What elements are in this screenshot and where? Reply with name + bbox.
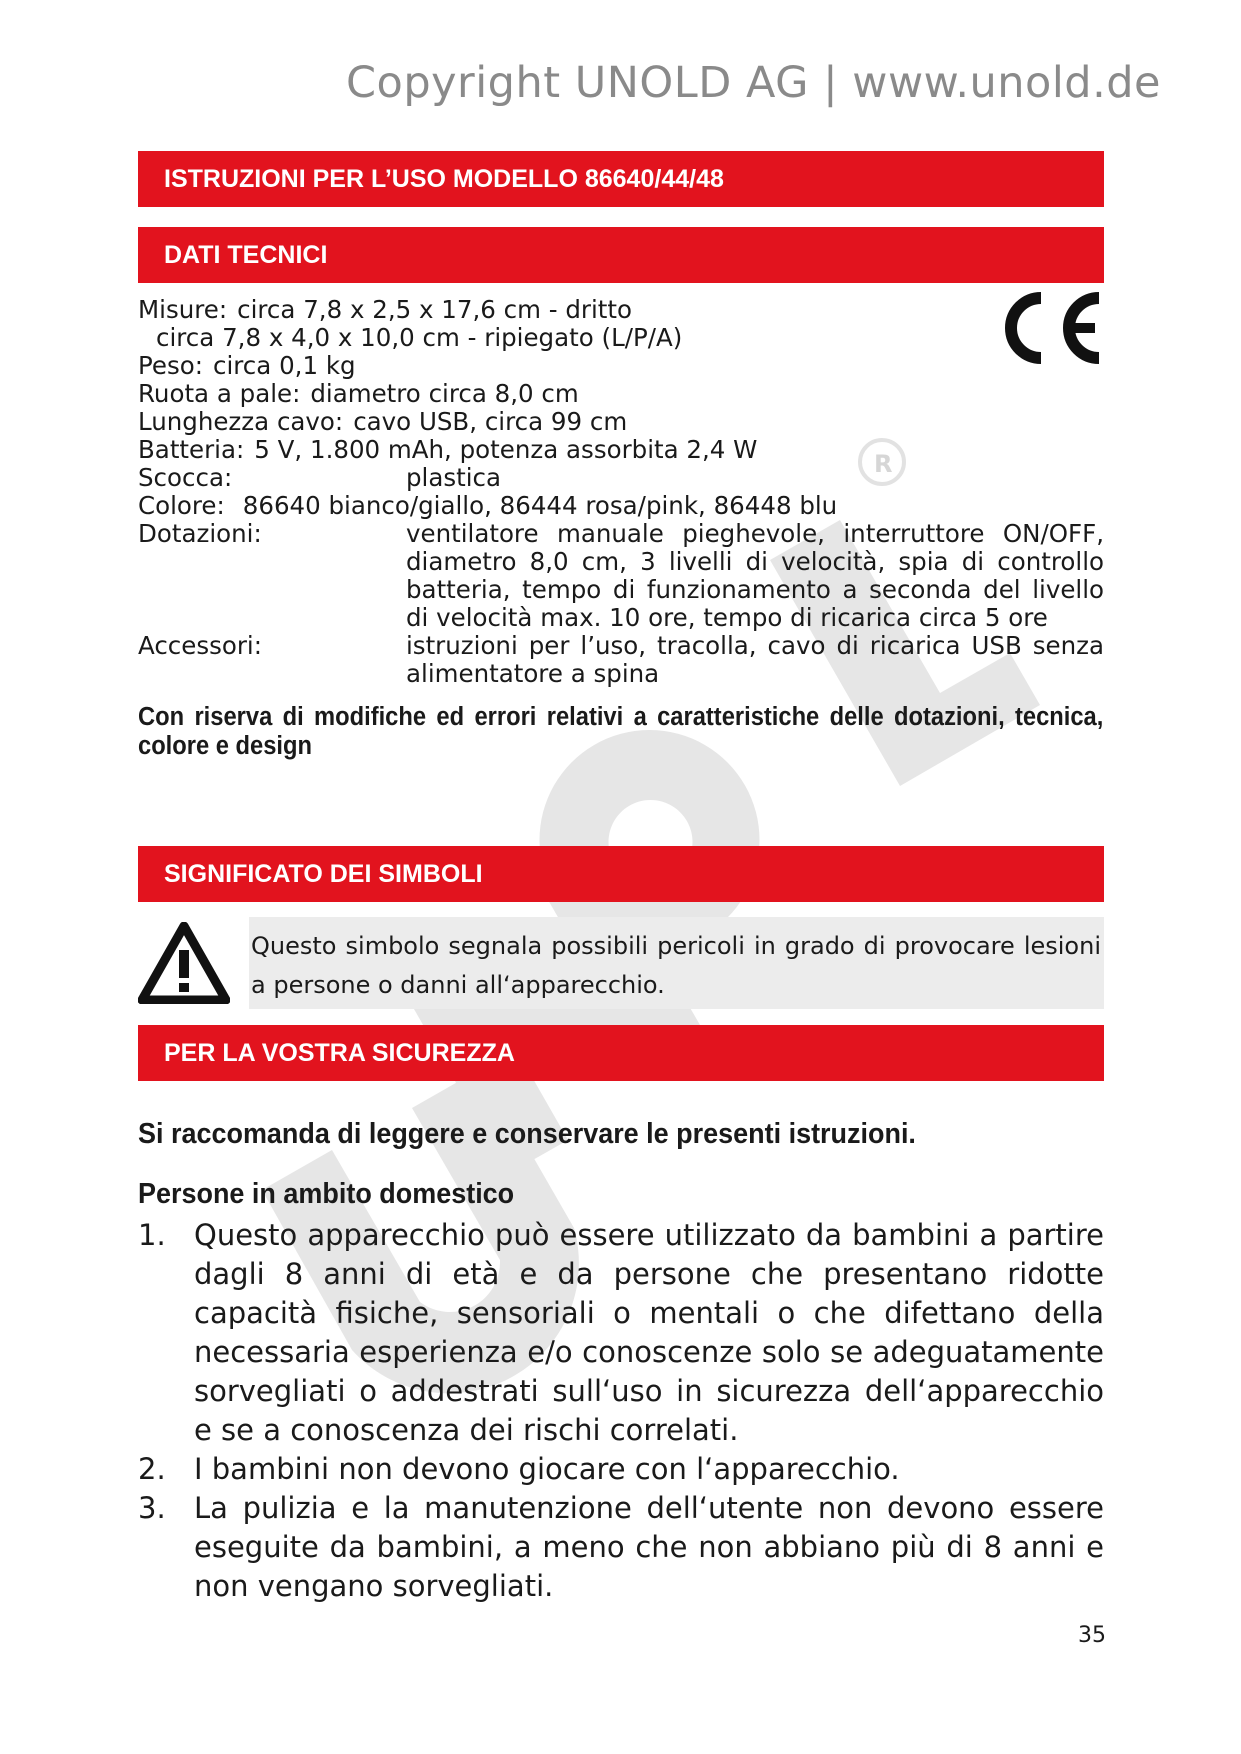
spec-label: Dotazioni: bbox=[138, 519, 262, 548]
spec-label: Lunghezza cavo: bbox=[138, 407, 344, 436]
spec-label: Misure: bbox=[138, 295, 228, 324]
safety-list bbox=[138, 1216, 1104, 1606]
list-item bbox=[138, 1489, 1104, 1606]
item-text: La pulizia e la manutenzione dell‘utente non devono essere eseguite da bambini, a meno che non abbiano più di 8 anni e non vengano sorvegliati. bbox=[194, 1491, 1104, 1603]
spec-value: plastica bbox=[406, 463, 502, 492]
spec-value: circa 7,8 x 4,0 x 10,0 cm - ripiegato (L/P/A) bbox=[156, 323, 683, 352]
spec-value: diametro circa 8,0 cm bbox=[310, 379, 579, 408]
spec-label: Batteria: bbox=[138, 435, 245, 464]
symbol-description: Questo simbolo segnala possibili pericoli in grado di provocare lesioni a persone o danni all‘apparecchio. bbox=[251, 932, 1101, 999]
section-safety-bar: PER LA VOSTRA SICUREZZA bbox=[138, 1025, 1104, 1081]
spec-label: Accessori: bbox=[138, 631, 262, 660]
page-number: 35 bbox=[1078, 1623, 1106, 1648]
spec-value: circa 7,8 x 2,5 x 17,6 cm - dritto bbox=[237, 295, 632, 324]
safety-lead: Si raccomanda di leggere e conservare le presenti istruzioni. bbox=[138, 1118, 916, 1150]
item-number: 1. bbox=[138, 1218, 166, 1252]
spec-label: Ruota a pale: bbox=[138, 379, 301, 408]
svg-text:R: R bbox=[874, 450, 893, 478]
spec-value: 86640 bianco/giallo, 86444 rosa/pink, 86448 blu bbox=[242, 491, 838, 520]
warning-triangle-icon bbox=[138, 922, 230, 1004]
spec-value: 5 V, 1.800 mAh, potenza assorbita 2,4 W bbox=[254, 435, 758, 464]
spec-value: istruzioni per l’uso, tracolla, cavo di ricarica USB senza alimentatore a spina bbox=[406, 631, 1104, 688]
item-text: Questo apparecchio può essere utilizzato da bambini a partire dagli 8 anni di età e da persone che presentano ridotte capacità fisiche, sensoriali o mentali o che difettano della necessaria esperienza e/o conoscenze solo se adeguatamente sorvegliati o addestrati sull‘uso in sicurezza dell‘apparecchio e se a conoscenza dei rischi correlati. bbox=[194, 1218, 1104, 1447]
item-number: 3. bbox=[138, 1491, 166, 1525]
spec-value: ventilatore manuale pieghevole, interruttore ON/OFF, diametro 8,0 cm, 3 livelli di velocità, spia di controllo batteria, tempo di funzionamento a seconda del livello di velocità max. 10 ore, tempo di ricarica circa 5 ore bbox=[406, 519, 1104, 632]
title-bar: ISTRUZIONI PER L’USO MODELLO 86640/44/48 bbox=[138, 151, 1104, 207]
spec-label: Peso: bbox=[138, 351, 203, 380]
list-item bbox=[138, 1216, 1104, 1450]
disclaimer-note: Con riserva di modifiche ed errori relativi a caratteristiche delle dotazioni, tecnica, colore e design bbox=[138, 703, 1104, 760]
spec-label: Scocca: bbox=[138, 463, 233, 492]
spec-label: Colore: bbox=[138, 491, 225, 520]
item-number: 2. bbox=[138, 1452, 166, 1486]
technical-data bbox=[138, 296, 1104, 688]
copyright-header: Copyright UNOLD AG | www.unold.de bbox=[345, 58, 1161, 108]
item-text: I bambini non devono giocare con l‘apparecchio. bbox=[194, 1452, 900, 1486]
spec-value: circa 0,1 kg bbox=[212, 351, 356, 380]
list-item bbox=[138, 1450, 1104, 1489]
spec-value: cavo USB, circa 99 cm bbox=[353, 407, 628, 436]
section-symbols-bar: SIGNIFICATO DEI SIMBOLI bbox=[138, 846, 1104, 902]
safety-subhead: Persone in ambito domestico bbox=[138, 1178, 515, 1210]
section-tech-bar: DATI TECNICI bbox=[138, 227, 1104, 283]
